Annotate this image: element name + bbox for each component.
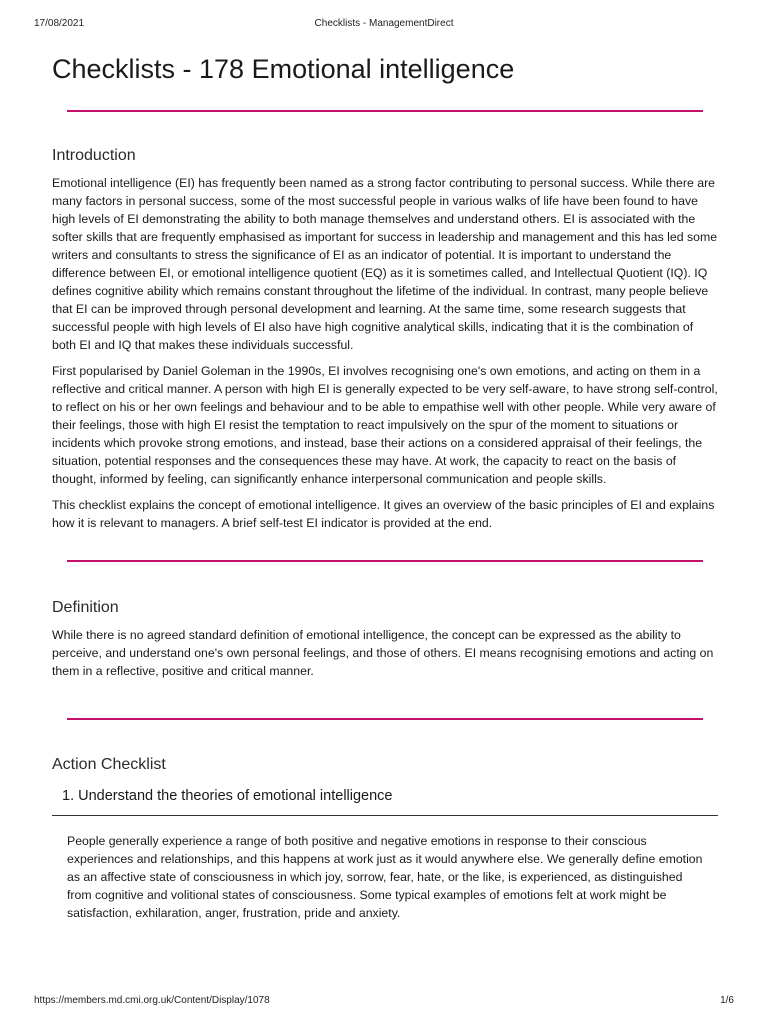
print-footer bbox=[34, 995, 734, 1009]
print-url[interactable]: https://members.md.cmi.org.uk/Content/Display/1078 bbox=[34, 995, 270, 1006]
action-checklist-section bbox=[52, 755, 718, 922]
definition-section bbox=[52, 598, 718, 680]
page-title: Checklists - 178 Emotional intelligence bbox=[52, 54, 515, 84]
checklist-item-body bbox=[52, 816, 718, 922]
introduction-heading: Introduction bbox=[52, 147, 136, 164]
section-divider bbox=[67, 560, 703, 562]
introduction-paragraph-1: Emotional intelligence (EI) has frequently been named as a strong factor contributing to personal success. While there are many factors in personal success, some of the most successful people in various walks of life have been found to have high levels of EI demonstrating the ability to both manage themselves and understand others. EI is associated with the softer skills that are frequently emphasised as important for success in leadership and management and this has led some writers and consultants to stress the significance of EI as an indicator of potential. It is important to understand the difference between EI, or emotional intelligence quotient (EQ) as it is sometimes called, and Intellectual Quotient (IQ). IQ defines cognitive ability which remains constant throughout the lifetime of the individual. In contrast, many people believe that EI can be improved through personal development and learning. At the same time, some research suggests that successful people with high levels of EI also have high cognitive analytical skills, indicating that it is the combination of both EI and IQ that makes these individuals successful. bbox=[52, 176, 718, 352]
definition-heading: Definition bbox=[52, 599, 119, 616]
print-page-title: Checklists - ManagementDirect bbox=[314, 18, 454, 29]
introduction-section bbox=[52, 146, 718, 532]
section-divider bbox=[67, 718, 703, 720]
checklist-item-title[interactable]: 1. Understand the theories of emotional intelligence bbox=[52, 787, 718, 816]
print-date: 17/08/2021 bbox=[34, 18, 85, 29]
print-header bbox=[34, 18, 734, 32]
action-checklist-heading: Action Checklist bbox=[52, 756, 166, 773]
section-divider bbox=[67, 110, 703, 112]
definition-paragraph: While there is no agreed standard definition of emotional intelligence, the concept can be expressed as the ability to perceive, and understand one's own personal feelings, and those of others. EI means recognising emotions and acting on them in a reflective, positive and critical manner. bbox=[52, 628, 714, 678]
checklist-item bbox=[52, 787, 718, 922]
checklist-item-paragraph: People generally experience a range of both positive and negative emotions in response to their conscious experiences and relationships, and this happens at work just as it would anywhere else. We generally define emotion as an affective state of consciousness in which joy, sorrow, fear, hate, or the like, is experienced, as distinguished from cognitive and volitional states of consciousness. Some typical examples of emotions felt at work might be satisfaction, exhilaration, anger, frustration, pride and anxiety. bbox=[67, 834, 703, 920]
page-number: 1/6 bbox=[720, 995, 734, 1006]
introduction-paragraph-3: This checklist explains the concept of emotional intelligence. It gives an overview of the basic principles of EI and explains how it is relevant to managers. A brief self-test EI indicator is provided at the end. bbox=[52, 498, 715, 530]
article bbox=[52, 52, 718, 922]
introduction-paragraph-2: First popularised by Daniel Goleman in the 1990s, EI involves recognising one's own emotions, and acting on them in a reflective and critical manner. A person with high EI is generally expected to be very self-aware, to have strong self-control, to reflect on his or her own feelings and behaviour and to be able to empathise well with other people. While very aware of their feelings, those with high EI resist the temptation to react impulsively on the spur of the moment to situations or incidents which provoke strong emotions, and instead, base their actions on a considered appraisal of their feelings, the situation, potential responses and the consequences these may have. At work, the capacity to react on the basis of thought, informed by feeling, can significantly enhance interpersonal communication and people skills. bbox=[52, 364, 718, 486]
